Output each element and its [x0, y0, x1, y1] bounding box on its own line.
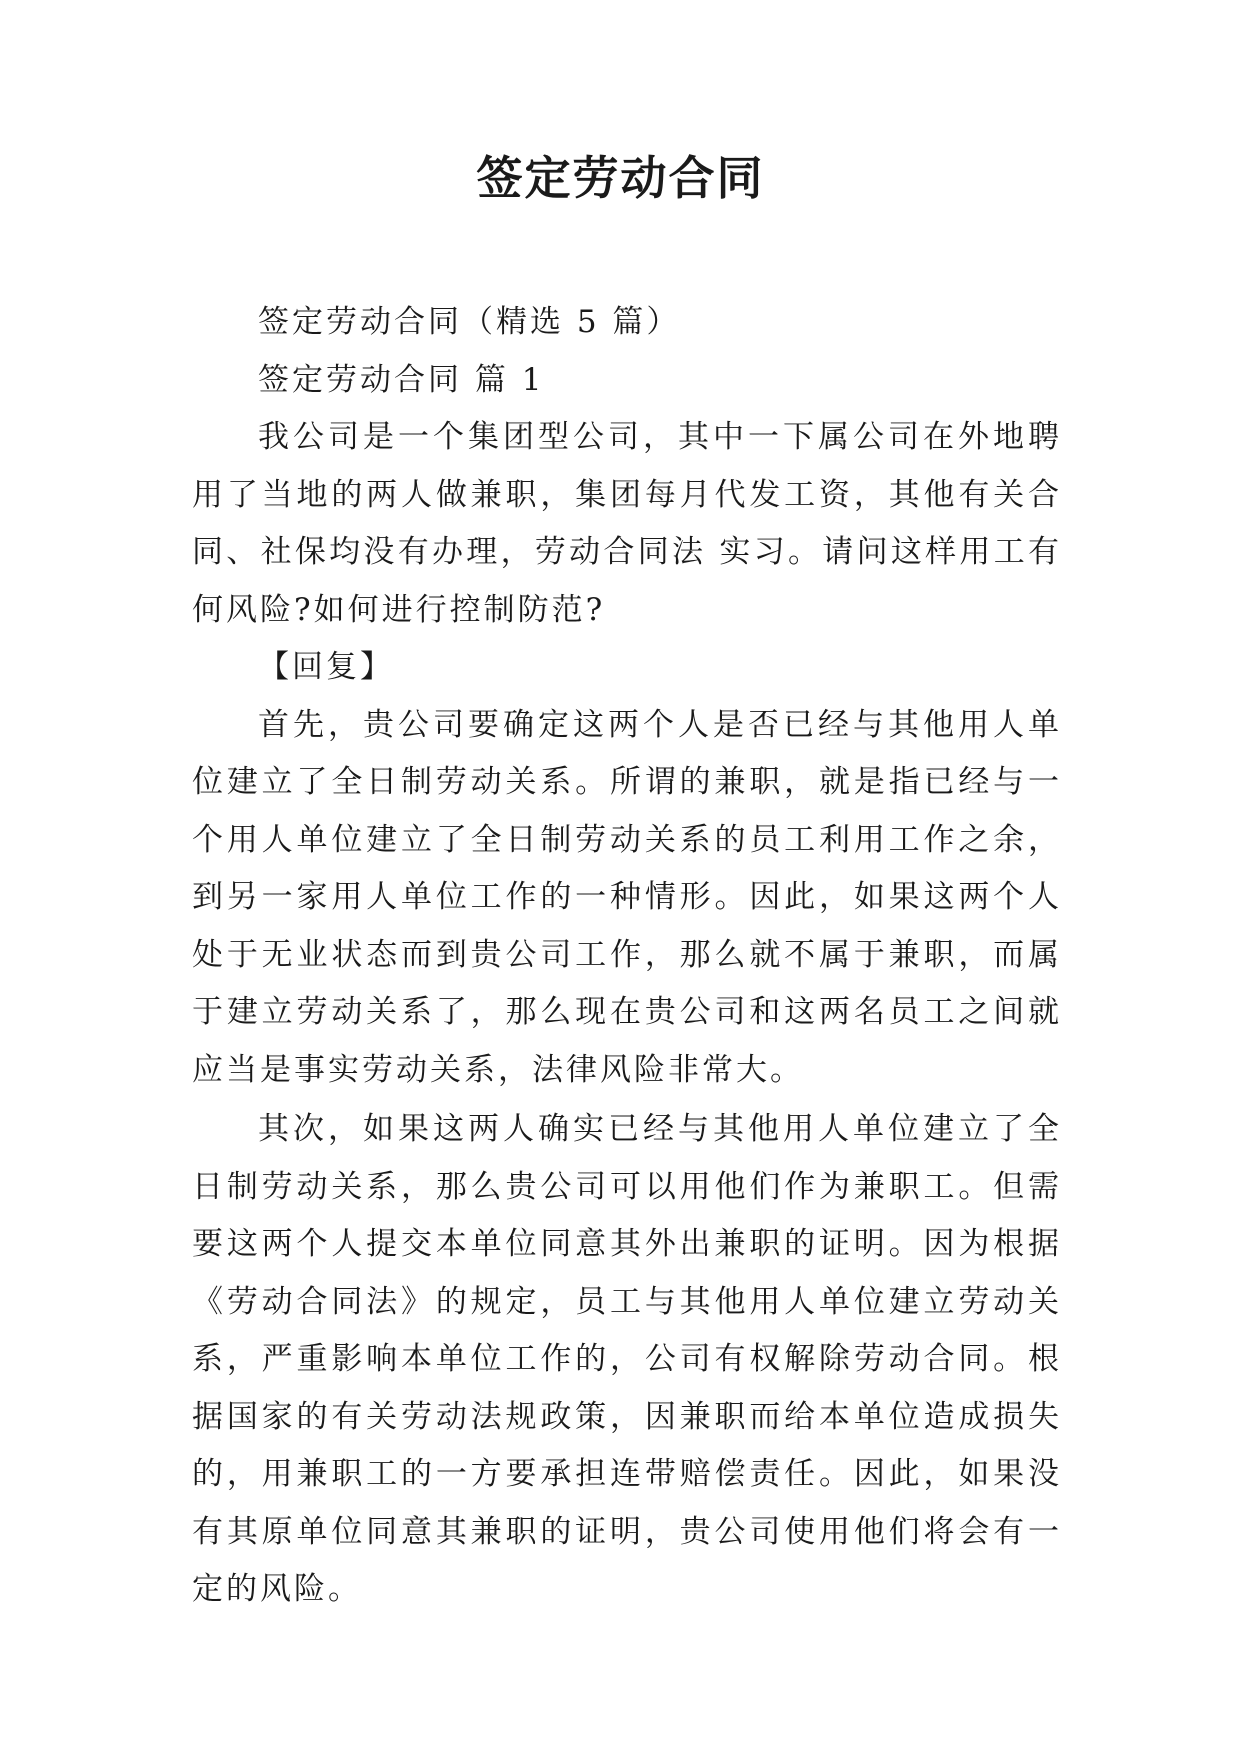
document-body [192, 294, 1062, 1619]
paragraph-subtitle: 签定劳动合同（精选 5 篇） [258, 304, 681, 340]
paragraph-question: 我公司是一个集团型公司，其中一下属公司在外地聘用了当地的两人做兼职，集团每月代发工资，其他有关合同、社保均没有办理，劳动合同法 实习。请问这样用工有何风险?如何进行控制防范? [192, 419, 1062, 628]
paragraph-reply-label: 【回复】 [258, 649, 394, 685]
paragraph-answer-first: 首先，贵公司要确定这两个人是否已经与其他用人单位建立了全日制劳动关系。所谓的兼职，就是指已经与一个用人单位建立了全日制劳动关系的员工利用工作之余，到另一家用人单位工作的一种情形。因此，如果这两个人处于无业状态而到贵公司工作，那么就不属于兼职，而属于建立劳动关系了，那么现在贵公司和这两名员工之间就应当是事实劳动关系，法律风险非常大。 [192, 706, 1062, 1088]
paragraph-answer-second: 其次，如果这两人确实已经与其他用人单位建立了全日制劳动关系，那么贵公司可以用他们作为兼职工。但需要这两个人提交本单位同意其外出兼职的证明。因为根据《劳动合同法》的规定，员工与其他用人单位建立劳动关系，严重影响本单位工作的，公司有权解除劳动合同。根据国家的有关劳动法规政策，因兼职而给本单位造成损失的，用兼职工的一方要承担连带赔偿责任。因此，如果没有其原单位同意其兼职的证明，贵公司使用他们将会有一定的风险。 [192, 1111, 1062, 1607]
paragraph-section-heading: 签定劳动合同 篇 1 [258, 361, 545, 398]
document-title: 签定劳动合同 [476, 151, 765, 205]
